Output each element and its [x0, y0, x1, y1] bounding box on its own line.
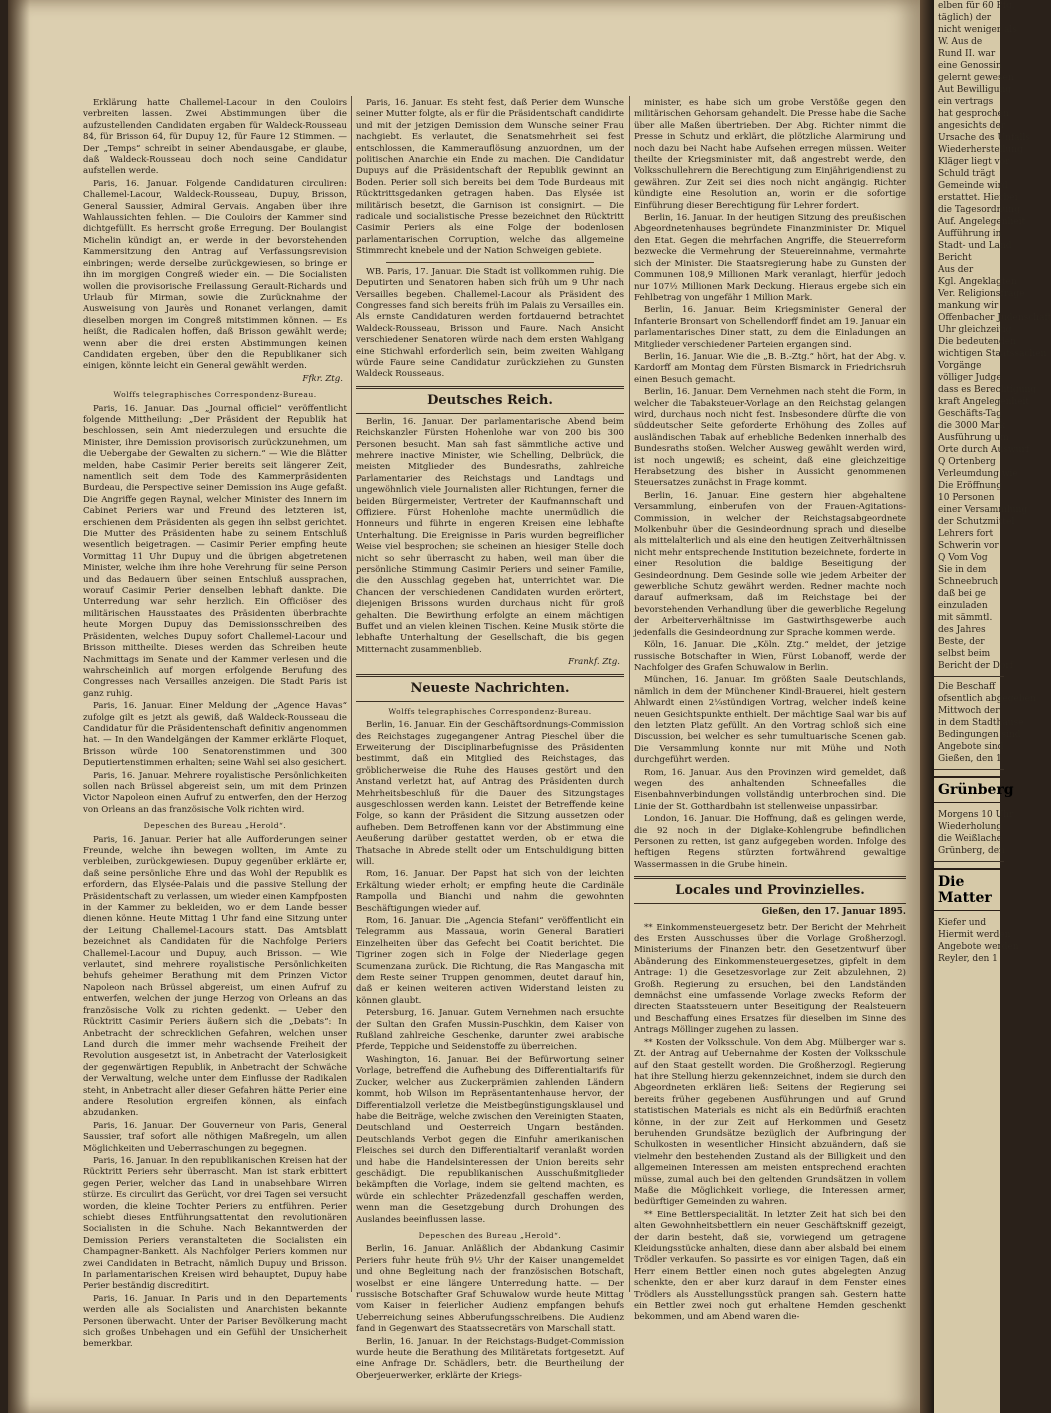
article-paragraph: London, 16. Januar. Die Hoffnung, daß es gelingen werde, die 92 noch in der Diglake-Kohlengrube befindlichen Personen zu retten, ist ganz aufgegeben worden. Infolge des heftigen Regens stürzten fortwährend gewaltige Wassermassen in die Grube hinein.	[634, 814, 906, 870]
adjacent-page-text	[934, 0, 1051, 672]
article-paragraph: Berlin, 16. Januar. Ein der Geschäftsordnungs-Commission des Reichstages zugegangener Antrag Pieschel über die Erweiterung der Disciplinarbefugnisse des Präsidenten bestimmt, daß ein Mitglied des Reichstages, das gröblicherweise die Ruhe des Hauses gestört und den Anstand verletzt hat, auf Antrag des Präsidenten durch Mehrheitsbeschluß für die Dauer des Sitzungstages ausgeschlossen werden kann. Leistet der Betreffende keine Folge, so kann der Präsident die Sitzung aussetzen oder aufheben. Dem Betroffenen kann vor der Abstimmung eine Aeußerung darüber gestattet werden, ob er etwa die Thatsache in Abrede stellt oder um Entschuldigung bitten will.	[356, 720, 624, 867]
article-paragraph: Petersburg, 16. Januar. Gutem Vernehmen nach ersuchte der Sultan den Grafen Mussin-Puschkin, dem Kaiser von Rußland zahlreiche Geschenke, darunter zwei arabische Pferde, Teppiche und Seidenstoffe zu überreichen.	[356, 1008, 624, 1053]
text-fragment: Wiederholung	[938, 822, 1003, 832]
text-fragment: Die Eröffnung	[938, 481, 1003, 491]
article-paragraph: WB. Paris, 17. Januar. Die Stadt ist vollkommen ruhig. Die Deputirten und Senatoren haben sich früh um 9 Uhr nach Versailles begeben. Challemel-Lacour als Präsident des Congresses fand sich bereits früh im Palais zu Versailles ein. Als ernste Candidaturen werden fortdauernd betrachtet Waldeck-Rousseau, Brisson und Faure. Nach Ansicht verschiedener Senatoren würde nach dem ersten Wahlgang eine Stichwahl erforderlich sein, beim zweiten Wahlgang würde Faure seine Candidatur zurückziehen zu Gunsten Waldeck Rousseaus.	[356, 266, 624, 380]
dateline: Gießen, den 17. Januar 1895.	[761, 907, 906, 918]
text-fragment: Reyler, den 1	[938, 954, 998, 964]
text-fragment: W. Aus de	[938, 37, 983, 47]
text-fragment: Geschäfts-Tag	[938, 409, 1003, 419]
text-fragment: völliger Judge	[938, 373, 1002, 383]
text-fragment: ofsentlich abgegeben	[938, 694, 1036, 704]
text-fragment: Bedingungen sind	[938, 730, 1021, 740]
source-attribution: Frankf. Ztg.	[568, 657, 620, 668]
article-paragraph: ** Einkommensteuergesetz betr. Der Bericht der Mehrheit des Ersten Ausschusses über die Vorlage Großherzogl. Ministeriums der Finanzen betr. den Gesetzentwurf über Abänderung des Einkommensteuergesetzes, gipfelt in dem Antrage: 1) die Gesetzesvorlage zur Zeit abzulehnen, 2) Großh. Regierung zu ersuchen, bei den Landständen demnächst eine umfassende Vorlage zwecks Reform der directen Staatssteuern unter Beseitigung der Realsteuern und Beschaffung eines Ersatzes für dieselben im Sinne des Antrags Möllinger zugehen zu lassen.	[634, 922, 906, 1036]
text-fragment: Angebote werden	[938, 942, 1019, 952]
text-fragment: Lehrers fort	[938, 529, 994, 539]
text-fragment: Kgl. Angeklagten	[938, 277, 1017, 287]
binding-shadow	[8, 0, 30, 1413]
article-paragraph: Berlin, 16. Januar. Eine gestern hier abgehaltene Versammlung, einberufen von der Frauen-Agitations-Commission, in welcher der Reichstagsabgeordnete Molkenbuhr über die Gesindeordnung sprach und dieselbe als mittelalterlich und als eine den heutigen Zeitverhältnissen nicht mehr entsprechende Institution bezeichnete, forderte in einer Resolution die baldige Beseitigung der Gesindeordnung. Dem Gesinde solle wie jedem Arbeiter der gewerbliche Schutz gewährt werden. Redner machte noch darauf aufmerksam, daß im Reichstage bei der bevorstehenden Verhandlung über die gewerbliche Regelung der Arbeiterverhältnisse im Gastwirthsgewerbe auch jedenfalls die Gesindeordnung zur Sprache kommen werde.	[634, 490, 906, 638]
bureau-subheading: Depeschen des Bureau „Herold“.	[143, 821, 287, 831]
article-paragraph: Paris, 16. Januar. Einer Meldung der „Agence Havas“ zufolge gilt es jetzt als gewiß, daß Waldeck-Rousseau die Candidatur für die Präsidentenschaft definitiv angenommen hat. — In den Wandelgängen der Kammer erklärte Floquet, Brisson würde 100 Senatorenstimmen und 300 Deputiertenstimmen erhalten; seine Wahl sei also gesichert.	[83, 701, 347, 769]
text-fragment: Wiederherstellung	[938, 145, 1023, 155]
divider	[934, 861, 1004, 862]
source-attribution: Ffkr. Ztg.	[302, 373, 343, 384]
article-paragraph: Rom, 16. Januar. Der Papst hat sich von der leichten Erkältung wieder erholt; er empfing heute die Cardinäle Rampolla und Bianchi und nahm die gewohnten Beschäftigungen wieder auf.	[356, 869, 624, 914]
text-fragment: elben für 60 Pfg.	[938, 1, 1015, 11]
article-paragraph: Berlin, 16. Januar. Wie die „B. B.-Ztg.“ hört, hat der Abg. v. Kardorff am Montag dem Fürsten Bismarck in Friedrichsruh einen Besuch gemacht.	[634, 351, 906, 385]
column-divider	[629, 96, 630, 1292]
text-fragment: mit sämmtl.	[938, 613, 993, 623]
text-fragment: Verleumdung wie	[938, 469, 1018, 479]
article-paragraph: Berlin, 16. Januar. Dem Vernehmen nach steht die Form, in welcher die Tabaksteuer-Vorlage an den Reichstag gelangen wird, durchaus noch nicht fest. Insbesondere dürfte die von süddeutscher Seite geforderte Erhöhung des Zolles auf ausländischen Tabak auf erhebliche Bedenken innerhalb des Bundesraths stoßen. Welcher Ausweg gewählt werden wird, ist noch ungewiß; es scheint, daß eine gleichzeitige Herabsetzung des bisher in Aussicht genommenen Steuersatzes zunächst in Frage kommt.	[634, 387, 906, 489]
text-fragment: Schwerin vor	[938, 541, 999, 551]
article-paragraph: Rom, 16. Januar. Aus den Provinzen wird gemeldet, daß wegen des anhaltenden Schneefalles die Eisenbahnverbindungen vollständig unterbrochen sind. Die Linie der St. Gotthardbahn ist stellenweise unpassirbar.	[634, 767, 906, 812]
text-fragment: Auf. Angelegenheit	[938, 217, 1026, 227]
text-fragment: Ursache des Unfalls	[938, 133, 1030, 143]
page-gutter	[920, 0, 934, 1413]
text-fragment: Rund II. war	[938, 49, 996, 59]
text-fragment: angesichts der	[938, 121, 1006, 131]
text-fragment: gelernt gewesen	[938, 73, 1014, 83]
article-paragraph: München, 16. Januar. Im größten Saale Deutschlands, nämlich in dem der Münchener Kindl-Brauerei, hielt gestern Ahlwardt einen 2¼stündigen Vortrag, welcher indeß keine neuen Gesichtspunkte enthielt. Der mächtige Saal war bis auf den letzten Platz gefüllt. An den Vortrag schloß sich eine Discussion, bei welcher es sehr tumultuarische Scenen gab. Die Versammlung konnte nur mit Mühe und Noth durchgeführt werden.	[634, 675, 906, 766]
adjacent-page-notice	[934, 868, 1019, 965]
article-paragraph: Paris, 16. Januar. Das „Journal officiel“ veröffentlicht folgende Mittheilung: „Der Präsident der Republik hat beschlossen, sein Amt niederzulegen und ersuchte die Minister, ihre Demission provisorisch zurückzunehmen, um die Uebergabe der Gewalten zu sichern.“ — Wie die Blätter melden, habe Casimir Perier bereits seit längerer Zeit, namentlich seit dem Tode des Kammerpräsidenten Burdeau, die Perspective seiner Demission ins Auge gefaßt. Die Angriffe gegen Raynal, welcher Minister des Innern im Cabinet Periers war und Freund des letzteren ist, erschienen dem Präsidenten als gegen ihn selbst gerichtet. Die Mutter des Präsidenten habe zu seinem Entschluß wesentlich beigetragen. — Casimir Perier empfing heute Vormittag 11 Uhr Dupuy und die übrigen abgetretenen Minister, welche ihm ihre hohe Verehrung für seine Person und das Bedauern über seinen Entschluß aussprachen, worauf Casimir Perier denselben lebhaft dankte. Die Unterredung war sehr herzlich. Ein Officiöser des militärischen Hausstaates des Präsidenten überbrachte heute Morgen Dupuy das Demissionsschreiben des Präsidenten, welches Dupuy sofort Challemel-Lacour und Brisson mittheilte. Dieses werden das Schreiben heute Nachmittags im Senate und der Kammer verlesen und die wahrscheinlich auf morgen erfolgende Berufung des Congresses nach Versailles anzeigen. Die Stadt Paris ist ganz ruhig.	[83, 403, 347, 699]
text-fragment: Angebote sind	[938, 742, 1004, 752]
column-divider	[351, 96, 352, 1292]
text-fragment: Sie in dem	[938, 565, 987, 575]
text-fragment: dass es Berechtigung	[938, 385, 1037, 395]
section-heading-neueste-nachrichten: Neueste Nachrichten.	[356, 674, 624, 702]
divider	[386, 262, 594, 263]
text-fragment: daß bei ge	[938, 589, 986, 599]
article-paragraph: Paris, 16. Januar. Folgende Candidaturen circuliren: Challemel-Lacour, Waldeck-Rousseau, Dupuy, Brisson, General Saussier, Admiral Gervais. Angaben über ihre Wahlaussichten fehlen. — Die Couloirs der Kammer sind dichtgefüllt. Es herrscht große Erregung. Der Boulangist Michelin kündigt an, er werde in der bevorstehenden Kammersitzung den Antrag auf Verfassungsrevision einbringen; werde derselbe zurückgewiesen, so bringe er ihn im morgigen Congreß wieder ein. — Die Socialisten wollen die provisorische Freilassung Gerault-Richards und Urlaub für Mirman, sowie die Zurücknahme der Ausweisung von Jaurès und Ronanet verlangen, damit dieselben morgen im Congreß mitstimmen können. — Es heißt, die Radicalen hoffen, daß Brisson gewählt werde; wenn aber die drei ersten Abstimmungen keinen Candidaten ergeben, über den die Republikaner sich einigen, könnte leicht ein General gewählt werden.	[83, 178, 347, 372]
article-paragraph: minister, es habe sich um grobe Verstöße gegen den militärischen Gehorsam gehandelt. Die Presse habe die Sache über alle Maßen übertrieben. Der Abg. Richter nimmt die Presse in Schutz und erklärt, die plötzliche Alarmirung und noch dazu bei Nacht habe Aufsehen erregen müssen. Weiter theilte der Kriegsminister mit, daß angestrebt werde, den Volksschullehrern die Berechtigung zum Einjährigendienst zu gewähren. Zur Zeit sei dies noch nicht angängig. Richter kündigte eine Resolution an, worin er die sofortige Einführung dieser Berechtigung für Lehrer fordert.	[634, 98, 906, 211]
article-paragraph: Paris, 16. Januar. Perier hat alle Aufforderungen seiner Freunde, welche ihn bewegen wollten, im Amte zu verbleiben, zurückgewiesen. Dupuy gegenüber erklärte er, daß seine persönliche Ehre und das Wohl der Republik es erfordern, das Elysée-Palais und die passive Stellung der Präsidentschaft zu verlassen, um wieder einen Kampfposten in der Kammer zu bekleiden, wo er dem Lande besser dienen könne. Heute Mittag 1 Uhr fand eine Sitzung unter der Leitung Challemel-Lacours statt. Das Amtsblatt bezeichnet als Candidaten für die Nachfolge Periers Challemel-Lacour und Dupuy, auch Brisson. — Wie verlautet, sind mehrere royalistische Persönlichkeiten behufs geheimer Berathung mit dem Prinzen Victor Napoleon nach Brüssel abgereist, um einen Aufruf zu entwerfen, welchen der junge Herzog von Orleans an das französische Volk zu richten gedenkt. — Ueber den Rücktritt Casimir Periers äußern sich die „Debats“: In Anbetracht der schrecklichen Gefahren, welchen unser Land durch die immer mehr wachsende Freiheit der Revolution ausgesetzt ist, in Anbetracht der Vaterlosigkeit der gegenwärtigen Republik, in Anbetracht der Schwäche der Verwaltung, welche unter dem Einflusse der Radikalen steht, in Anbetracht aller dieser Gefahren hätte Perier eine andere Resolution ergreifen können, als einfach abzudanken.	[83, 834, 347, 1119]
text-fragment: eine Genossin	[938, 61, 1002, 71]
text-fragment: Kläger liegt vor	[938, 157, 1010, 167]
column-1	[83, 98, 347, 1350]
article-paragraph: Köln, 16. Januar. Die „Köln. Ztg.“ meldet, der jetzige russische Botschafter in Wien, Fürst Lobanoff, werde der Nachfolger des Grafen Schuwalow in Berlin.	[634, 640, 906, 673]
text-fragment: Gemeinde wird	[938, 181, 1008, 191]
text-fragment: Hiermit werden	[938, 930, 1011, 940]
text-fragment: Aus der	[938, 265, 974, 275]
text-fragment: die Weißlache	[938, 834, 1002, 844]
text-fragment: Mittwoch der	[938, 706, 1000, 716]
text-fragment: Bericht	[938, 253, 972, 263]
section-heading-locales: Locales und Provinzielles.	[634, 876, 906, 904]
article-paragraph: Berlin, 16. Januar. Der parlamentarische Abend beim Reichskanzler Fürsten Hohenlohe war von 200 bis 300 Personen besucht. Man sah fast sämmtliche active und mehrere inactive Minister, wie Schelling, Delbrück, die meisten Mitglieder des Bundesraths, zahlreiche Parlamentarier des Reichstags und Landtags und ungewöhnlich viele Journalisten aller Richtungen, ferner die beiden Bürgermeister, Vertreter der Kaufmannschaft und Offiziere. Fürst Hohenlohe machte unermüdlich die Honneurs und führte in engeren Kreisen eine lebhafte Unterhaltung. Die Ereignisse in Paris wurden begreiflicher Weise viel besprochen; sie scheinen an hiesiger Stelle doch nicht so sehr überrascht zu haben, weil man über die persönliche Stimmung Casimir Periers und seiner Familie, die den Ausschlag gegeben hat, unterrichtet war. Die Chancen der verschiedenen Candidaten wurden erörtert, diejenigen Brissons wurden durchaus nicht für groß gehalten. Die Bewirthung erfolgte an einem mächtigen Buffet und an vielen kleinen Tischen. Keine Musik störte die lebhafte Unterhaltung der Gesellschaft, die bis gegen Mitternacht zusammenblieb.	[356, 416, 624, 655]
text-fragment: Grünberg, den	[938, 846, 1005, 856]
text-fragment: Q Vom Vog	[938, 553, 988, 563]
section-heading-deutsches-reich: Deutsches Reich.	[356, 386, 624, 414]
article-paragraph: ** Kosten der Volksschule. Von dem Abg. Mülberger war s. Zt. der Antrag auf Uebernahme der Kosten der Volksschule auf den Staat gestellt worden. Die Großherzogl. Regierung hat ihre Stellung hierzu gekennzeichnet, indem sie durch den Abgeordneten erklären ließ: Seitens der Regierung sei bereits früher gegebenen Ausführungen und auf Grund statistischen Materials es nicht als ein Bedürfniß erachten könne, in der zur Zeit auf Herkommen und Gesetz beruhenden Grundsätze bezüglich der Aufbringung der Schulkosten in wesentlicher Hinsicht abzuändern, daß sie vielmehr den bestehenden Zustand als der Billigkeit und den allgemeinen Interessen am meisten entsprechend erachten müsse, zumal auch bei den geltenden Grundsätzen in vollem Maße die Möglichkeit vorliege, die Interessen armer, bedürftiger Gemeinden zu wahren.	[634, 1037, 906, 1208]
article-paragraph: ** Eine Bettlerspecialität. In letzter Zeit hat sich bei den alten Gewohnheitsbettlern ein neuer Geschäftskniff gezeigt, der darin besteht, daß sie, vorwiegend um getragene Kleidungsstücke anhalten, diese dann aber alsbald bei einem Trödler verkaufen. So passirte es vor einigen Tagen, daß ein Herr einem Bettler einen noch gutes abgelegten Anzug schenkte, den er aber kurz darauf in dem Fenster eines Trödlers als Ausstellungsstück prangen sah. Gestern hatte ein Bettler zwei noch gut erhaltene Hemden geschenkt bekommen, und am Abend waren die-	[634, 1209, 906, 1323]
text-fragment: die Tagesordnung	[938, 205, 1020, 215]
text-fragment: ein vertrags	[938, 97, 994, 107]
text-fragment: Q Ortenberg	[938, 457, 996, 467]
bureau-subheading: Depeschen des Bureau „Herold“.	[418, 1230, 562, 1240]
bureau-subheading: Wolffs telegraphisches Correspondenz-Bureau.	[113, 390, 317, 400]
article-paragraph: Rom, 16. Januar. Die „Agencia Stefani“ veröffentlicht ein Telegramm aus Massaua, worin General Baratieri Einzelheiten über das Gefecht bei Coatit berichtet. Die Tigriner zogen sich in Folge der Niederlage gegen Scumenzana zurück. Die Richtung, die Ras Mangascha mit dem Reste seiner Truppen genommen, deutet darauf hin, daß er keinen weiteren activen Widerstand leisten zu können glaubt.	[356, 916, 624, 1006]
article-paragraph: Paris, 16. Januar. In Paris und in den Departements werden alle als Socialisten und Anarchisten bekannte Personen überwacht. Unter der Pariser Bevölkerung macht sich großes Unbehagen und ein Gefühl der Unsicherheit bemerkbar.	[83, 1293, 347, 1350]
text-fragment: mankung wir	[938, 301, 999, 311]
text-fragment: Offenbacher Judenschaft	[938, 313, 1051, 323]
text-fragment: in dem Stadthause	[938, 718, 1024, 728]
article-paragraph: Berlin, 16. Januar. Beim Kriegsminister General der Infanterie Bronsart von Schellendorff findet am 19. Januar ein parlamentarisches Diner statt, zu dem die Einladungen an Mitglieder verschiedener Parteien ergangen sind.	[634, 305, 906, 350]
text-fragment: täglich) der	[938, 13, 992, 23]
text-fragment: Orte durch Auswurf	[938, 445, 1030, 455]
notice-heading: Die Matter	[934, 868, 1000, 911]
text-fragment: die 3000 Mark	[938, 421, 1005, 431]
article-paragraph: Erklärung hatte Challemel-Lacour in den Couloirs verbreiten lassen. Zwei Abstimmungen über die aufzustellenden Candidaten ergaben für Waldeck-Rousseau 84, für Brisson 64, für Dupuy 12, für Faure 12 Stimmen. — Der „Temps“ schreibt in seiner Abendausgabe, er glaube, daß Waldeck-Rousseau doch noch seine Candidatur aufstellen werde.	[83, 98, 347, 177]
text-fragment: Beste, der	[938, 637, 985, 647]
text-fragment: Aufführung in	[938, 229, 1002, 239]
adjacent-page-notice	[934, 681, 1036, 765]
text-fragment: Die bedeutenden	[938, 337, 1016, 347]
article-paragraph: Berlin, 16. Januar. Anläßlich der Abdankung Casimir Periers fuhr heute früh 9½ Uhr der Kaiser unangemeldet und ohne Begleitung nach der französischen Botschaft, woselbst er eine längere Unterredung hatte. — Der russische Botschafter Graf Schuwalow wurde heute Mittag vom Kaiser in feierlicher Audienz empfangen behufs Ueberreichung seines Abberufungsschreibens. Die Audienz fand in Gegenwart des Staatssecretärs von Marschall statt.	[356, 1244, 624, 1335]
text-fragment: Ver. Religionsfrage	[938, 289, 1025, 299]
article-paragraph: Berlin, 16. Januar. In der Reichstags-Budget-Commission wurde heute die Berathung des Militäretats fortgesetzt. Auf eine Anfrage Dr. Schädlers, betr. die Beurtheilung der Oberjeuerwerker, erklärte der Kriegs-	[356, 1336, 624, 1381]
text-fragment: Kiefer und	[938, 918, 987, 928]
notice-heading: Grünberg	[934, 776, 1000, 803]
text-fragment: 10 Personen	[938, 493, 995, 503]
text-fragment: hat gesprochen	[938, 109, 1009, 119]
text-fragment: Bericht der Dorf	[938, 661, 1013, 671]
text-fragment: wichtigen Staatssachen	[938, 349, 1047, 359]
divider	[934, 676, 1004, 677]
adjacent-page-edge	[934, 0, 1051, 1413]
article-paragraph: Paris, 16. Januar. Es steht fest, daß Perier dem Wunsche seiner Mutter folgte, als er für die Präsidentschaft candidirte und mit der jetzigen Demission dem Wunsche seiner Frau nachgiebt. Es verlautet, die Senatsmehrheit sei fest entschlossen, die Kammerauflösung anzuordnen, um der politischen Anarchie ein Ende zu machen. Die Candidatur Dupuys auf die Präsidentschaft der Republik gewinnt an Boden. Perier soll sich bereits bei dem Tode Burdeaus mit Rücktrittsgedanken getragen haben. Das Elysée ist militärisch besetzt, die Garnison ist consignirt. — Die radicale und socialistische Presse bezeichnet den Rücktritt Casimir Periers als eine Folge der bodenlosen parlamentarischen Corruption, welche das allgemeine Stimmrecht knebele und der Nation Schweigen gebiete.	[356, 98, 624, 257]
adjacent-page-notice	[934, 776, 1014, 857]
text-fragment: einer Versammlung	[938, 505, 1028, 515]
text-fragment: einzuladen	[938, 601, 988, 611]
text-fragment: Gießen, den 1	[938, 754, 1002, 764]
text-fragment: der Schutzmittel	[938, 517, 1015, 527]
text-fragment: Vorgänge	[938, 361, 982, 371]
text-fragment: Morgens 10 Uhr	[938, 810, 1014, 820]
article-paragraph: Washington, 16. Januar. Bei der Befürwortung seiner Vorlage, betreffend die Aufhebung des Differentialtarifs für Zucker, welcher aus Zuckerprämien zahlenden Ländern kommt, hob Wilson im Repräsentantenhause hervor, der Differentialzoll verletze die Meistbegünstigungsklausel und habe die Beiträge, welche zwischen den Vereinigten Staaten, Deutschland und Oesterreich Ungarn beständen. Deutschlands Verbot gegen die Einfuhr amerikanischen Fleisches sei durch den Differentialtarif veranlaßt worden und habe die Handelsinteressen der Union bereits sehr geschädigt. Die republikanischen Ausschußmitglieder bekämpften die Vorlage, indem sie geltend machten, es würde ein schlechter Präzedenzfall geschaffen werden, wenn man die Gesetzgebung durch Drohungen des Auslandes beeinflussen lasse.	[356, 1054, 624, 1225]
text-fragment: Stadt- und Land	[938, 241, 1012, 251]
text-fragment: erstattet. Hierbei	[938, 193, 1018, 203]
text-fragment: Ausführung um	[938, 433, 1009, 443]
article-paragraph: Paris, 16. Januar. Mehrere royalistische Persönlichkeiten sollen nach Brüssel abgereist sein, um mit dem Prinzen Victor Napoleon einen Aufruf zu entwerfen, den der Herzog von Orleans an das französische Volk richten wird.	[83, 770, 347, 815]
text-fragment: nicht weniger als	[938, 25, 1017, 35]
text-fragment: Aut Bewilligung	[938, 85, 1012, 95]
text-fragment: kraft Angelegenheit	[938, 397, 1030, 407]
text-fragment: des Jahres	[938, 625, 986, 635]
bureau-subheading: Wolffs telegraphisches Correspondenz-Bureau.	[388, 706, 592, 716]
text-fragment: Schneebruch	[938, 577, 999, 587]
text-fragment: Schuld trägt	[938, 169, 995, 179]
article-paragraph: Berlin, 16. Januar. In der heutigen Sitzung des preußischen Abgeordnetenhauses begründete Finanzminister Dr. Miquel den Etat. Gegen die mehrfachen Angriffe, die Steuerreform bezwecke die Vermehrung der Steuereinnahme, vermahrte sich der Minister. Die Staatsregierung habe zu Gunsten der Communen 108,9 Millionen Mark veranlagt, hierfür jedoch nur 107½ Millionen Mark Deckung. Hieraus ergebe sich ein Fehlbetrag von ungefähr 1 Million Mark.	[634, 213, 906, 303]
text-fragment: Die Beschaff	[938, 682, 996, 692]
article-paragraph: Paris, 16. Januar. In den republikanischen Kreisen hat der Rücktritt Periers sehr überrascht. Man ist stark erbittert gegen Perier, welcher das Land in unabsehbare Wirren stürze. Es circulirt das Gerücht, vor drei Tagen sei versucht worden, die kleine Tochter Periers zu entführen. Perier schiebt dieses Entführungsattentat den revolutionären Socialisten in die Schuhe. Nach Bekanntwerden der Demission Periers veranstalteten die Socialisten ein Champagner-Bankett. Als Nachfolger Periers kommen nur zwei Candidaten in Betracht, nämlich Dupuy und Brisson. In parlamentarischen Kreisen wird behauptet, Dupuy habe Perier beständig discreditirt.	[83, 1155, 347, 1292]
text-fragment: selbst beim	[938, 649, 991, 659]
divider	[934, 769, 1004, 770]
column-3	[634, 98, 906, 1323]
article-paragraph: Paris, 16. Januar. Der Gouverneur von Paris, General Saussier, traf sofort alle nöthigen Maßregeln, um allen Möglichkeiten und Ueberraschungen zu begegnen.	[83, 1120, 347, 1154]
column-2	[356, 98, 624, 1381]
text-fragment: Uhr gleichzeitig	[938, 325, 1012, 335]
